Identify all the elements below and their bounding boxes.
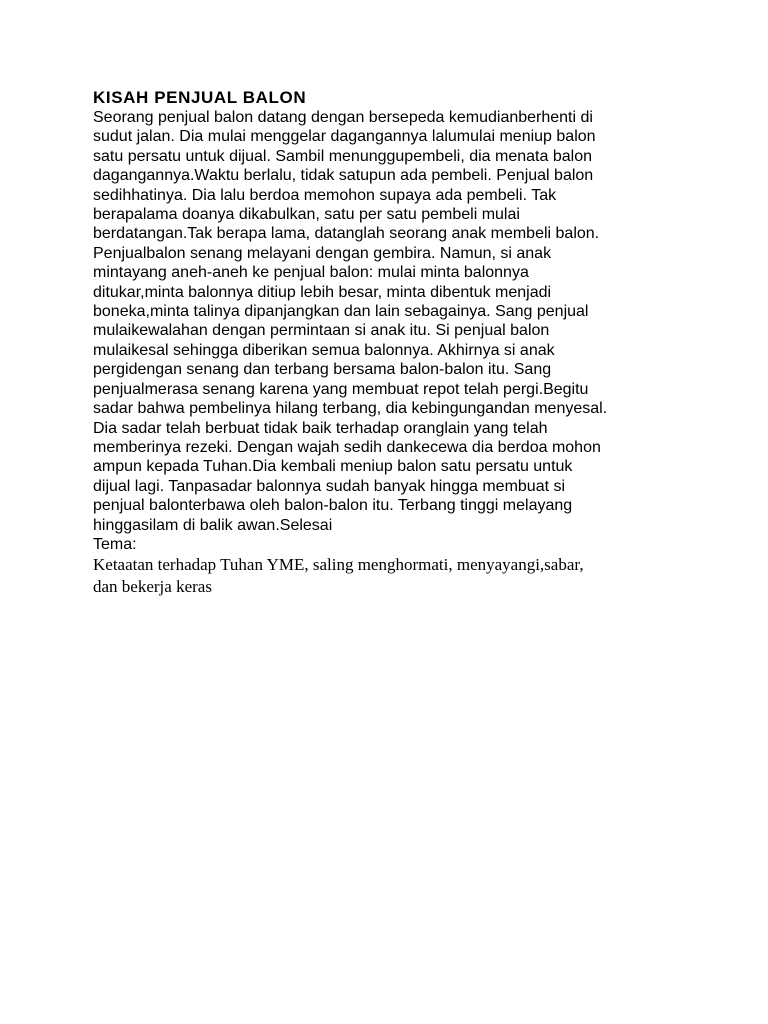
story-line: berapalama doanya dikabulkan, satu per satu pembeli mulai <box>93 206 520 224</box>
story-line: memberinya rezeki. Dengan wajah sedih dankecewa dia berdoa mohon <box>93 438 601 456</box>
story-line: ditukar,minta balonnya ditiup lebih besar, minta dibentuk menjadi <box>93 283 552 301</box>
story-line: dagangannya.Waktu berlalu, tidak satupun ada pembeli. Penjual balon <box>93 167 594 185</box>
story-line: hinggasilam di balik awan.Selesai <box>93 516 333 534</box>
story-line: Dia sadar telah berbuat tidak baik terhadap oranglain yang telah <box>93 419 548 437</box>
story-text <box>93 108 693 535</box>
story-line: pergidengan senang dan terbang bersama balon-balon itu. Sang <box>93 361 552 379</box>
story-line: penjual balonterbawa oleh balon-balon itu. Terbang tinggi melayang <box>93 497 573 515</box>
story-line: sadar bahwa pembelinya hilang terbang, dia kebingungandan menyesal. <box>93 400 608 418</box>
story-line: mulaikewalahan dengan permintaan si anak itu. Si penjual balon <box>93 322 550 340</box>
story-line: ampun kepada Tuhan.Dia kembali meniup balon satu persatu untuk <box>93 458 573 476</box>
story-line: sudut jalan. Dia mulai menggelar dagangannya lalumulai meniup balon <box>93 128 596 146</box>
document-content <box>93 88 693 598</box>
story-line: dijual lagi. Tanpasadar balonnya sudah banyak hingga membuat si <box>93 477 566 495</box>
story-line: Penjualbalon senang melayani dengan gembira. Namun, si anak <box>93 244 552 262</box>
document-title: KISAH PENJUAL BALON <box>93 88 307 107</box>
tema-line: Ketaatan terhadap Tuhan YME, saling menghormati, menyayangi,sabar, <box>93 554 584 574</box>
story-line: berdatangan.Tak berapa lama, datanglah seorang anak membeli balon. <box>93 225 600 243</box>
tema-text <box>93 554 693 598</box>
tema-line: dan bekerja keras <box>93 576 212 596</box>
story-line: satu persatu untuk dijual. Sambil menunggupembeli, dia menata balon <box>93 147 592 165</box>
story-line: mulaikesal sehingga diberikan semua balonnya. Akhirnya si anak <box>93 341 555 359</box>
story-line: boneka,minta talinya dipanjangkan dan lain sebagainya. Sang penjual <box>93 303 589 321</box>
story-line: mintayang aneh-aneh ke penjual balon: mulai minta balonnya <box>93 264 529 282</box>
story-line: Seorang penjual balon datang dengan bersepeda kemudianberhenti di <box>93 109 593 126</box>
story-line: sedihhatinya. Dia lalu berdoa memohon supaya ada pembeli. Tak <box>93 186 557 204</box>
story-line: penjualmerasa senang karena yang membuat repot telah pergi.Begitu <box>93 380 589 398</box>
tema-label: Tema: <box>93 535 137 553</box>
